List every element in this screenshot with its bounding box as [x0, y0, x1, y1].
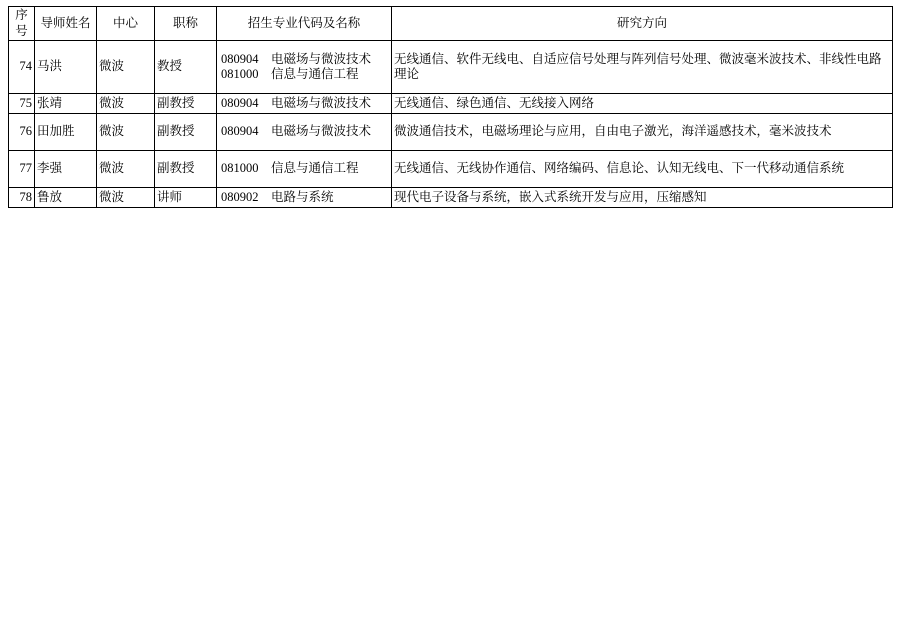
cell-seq: 74 [9, 41, 35, 94]
header-cell-name: 导师姓名 [35, 7, 97, 41]
cell-major [217, 41, 392, 94]
cell-center: 微波 [97, 151, 155, 188]
major-entry [219, 190, 389, 206]
cell-name: 田加胜 [35, 114, 97, 151]
major-entry [219, 96, 389, 112]
major-entry [219, 161, 389, 177]
cell-seq: 75 [9, 94, 35, 114]
major-code: 081000 [221, 67, 259, 82]
major-entry [219, 124, 389, 140]
major-entry [219, 52, 389, 68]
major-list [219, 52, 389, 83]
header-cell-center: 中心 [97, 7, 155, 41]
major-code: 080902 [221, 189, 259, 204]
major-name: 信息与通信工程 [271, 161, 359, 176]
cell-title: 副教授 [155, 151, 217, 188]
cell-title: 教授 [155, 41, 217, 94]
major-list [219, 124, 389, 140]
cell-title: 副教授 [155, 94, 217, 114]
header-cell-major: 招生专业代码及名称 [217, 7, 392, 41]
table-row [9, 41, 893, 94]
header-cell-seq: 序号 [9, 7, 35, 41]
table-header-row [9, 7, 893, 41]
cell-major [217, 114, 392, 151]
cell-seq: 77 [9, 151, 35, 188]
cell-name: 马洪 [35, 41, 97, 94]
cell-seq: 76 [9, 114, 35, 151]
cell-field: 微波通信技术，电磁场理论与应用，自由电子激光，海洋遥感技术，毫米波技术 [392, 114, 893, 151]
table-row [9, 151, 893, 188]
cell-name: 李强 [35, 151, 97, 188]
cell-seq: 78 [9, 188, 35, 208]
cell-title: 讲师 [155, 188, 217, 208]
table-row [9, 114, 893, 151]
cell-major [217, 151, 392, 188]
cell-field: 无线通信、绿色通信、无线接入网络 [392, 94, 893, 114]
header-cell-field: 研究方向 [392, 7, 893, 41]
table-row [9, 94, 893, 114]
cell-field: 无线通信、无线协作通信、网络编码、信息论、认知无线电、下一代移动通信系统 [392, 151, 893, 188]
major-name: 电磁场与微波技术 [271, 95, 372, 110]
cell-major [217, 188, 392, 208]
cell-name: 张靖 [35, 94, 97, 114]
cell-field: 现代电子设备与系统，嵌入式系统开发与应用，压缩感知 [392, 188, 893, 208]
major-list [219, 190, 389, 206]
header-cell-title: 职称 [155, 7, 217, 41]
cell-center: 微波 [97, 41, 155, 94]
cell-field: 无线通信、软件无线电、自适应信号处理与阵列信号处理、微波毫米波技术、非线性电路理论 [392, 41, 893, 94]
major-entry [219, 67, 389, 83]
cell-center: 微波 [97, 114, 155, 151]
cell-name: 鲁放 [35, 188, 97, 208]
major-name: 电磁场与微波技术 [271, 51, 372, 66]
major-code: 081000 [221, 161, 259, 176]
major-code: 080904 [221, 124, 259, 139]
cell-center: 微波 [97, 188, 155, 208]
table-row [9, 188, 893, 208]
cell-title: 副教授 [155, 114, 217, 151]
major-name: 信息与通信工程 [271, 67, 359, 82]
cell-major [217, 94, 392, 114]
major-name: 电路与系统 [271, 189, 334, 204]
major-list [219, 161, 389, 177]
major-name: 电磁场与微波技术 [271, 124, 372, 139]
major-list [219, 96, 389, 112]
cell-center: 微波 [97, 94, 155, 114]
major-code: 080904 [221, 95, 259, 110]
advisor-table [8, 6, 893, 208]
major-code: 080904 [221, 51, 259, 66]
